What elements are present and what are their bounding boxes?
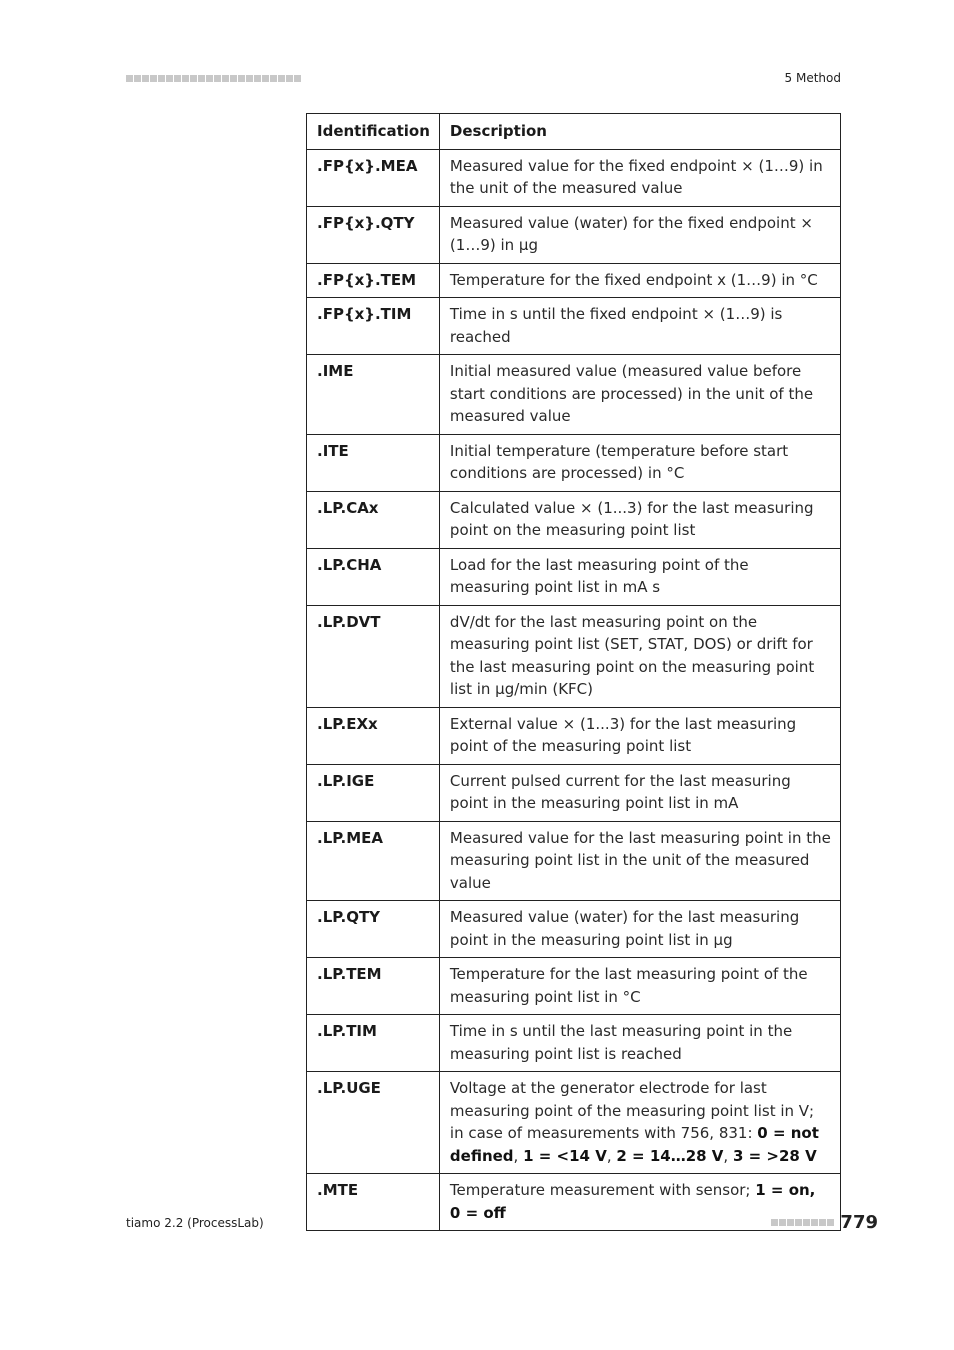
table-row <box>307 149 841 206</box>
description-cell <box>439 149 840 206</box>
decoration-dot <box>174 75 181 82</box>
description-text: Calculated value × (1...3) for the last measuring point on the measuring point list <box>449 498 814 539</box>
table-row <box>307 707 841 764</box>
description-text: Initial temperature (temperature before start conditions are processed) in °C <box>449 441 789 482</box>
decoration-dot <box>795 1219 802 1226</box>
description-cell <box>439 206 840 263</box>
table-row <box>307 1072 841 1174</box>
decoration-dot <box>827 1219 834 1226</box>
identification-cell: .FP{x}.MEA <box>307 149 440 206</box>
identification-cell: .ITE <box>307 434 440 491</box>
description-bold-text: 1 = <14 V <box>523 1146 607 1165</box>
decoration-dot <box>150 75 157 82</box>
description-cell <box>439 707 840 764</box>
decoration-dot <box>246 75 253 82</box>
identification-cell: .LP.DVT <box>307 605 440 707</box>
description-text: , <box>606 1146 617 1165</box>
identification-cell: .LP.UGE <box>307 1072 440 1174</box>
decoration-dot <box>270 75 277 82</box>
decoration-dot <box>214 75 221 82</box>
description-cell <box>439 821 840 901</box>
description-text: Time in s until the fixed endpoint × (1…9) is reached <box>449 305 783 346</box>
description-bold-text: 1 = on, 0 = off <box>449 1181 816 1222</box>
identification-cell: .LP.QTY <box>307 901 440 958</box>
description-cell <box>439 298 840 355</box>
footer-page-marker <box>771 1212 878 1233</box>
table-header-row <box>307 114 841 150</box>
footer-product-name: tiamo 2.2 (ProcessLab) <box>126 1216 264 1230</box>
identification-cell: .LP.MEA <box>307 821 440 901</box>
table-row <box>307 1174 841 1231</box>
decoration-dot <box>779 1219 786 1226</box>
table-body <box>307 149 841 1231</box>
description-cell <box>439 605 840 707</box>
page-number: 779 <box>840 1212 878 1233</box>
description-text: Temperature for the last measuring point of the measuring point list in °C <box>449 965 808 1006</box>
decoration-dot <box>771 1219 778 1226</box>
running-header-section: 5 Method <box>784 71 841 85</box>
description-text: Time in s until the last measuring point in the measuring point list is reached <box>449 1022 793 1063</box>
decoration-dot <box>166 75 173 82</box>
identification-cell: .FP{x}.TIM <box>307 298 440 355</box>
table-row <box>307 263 841 298</box>
identification-cell: .LP.TEM <box>307 958 440 1015</box>
decoration-dot <box>190 75 197 82</box>
description-bold-text: 3 = >28 V <box>732 1146 817 1165</box>
table-row <box>307 764 841 821</box>
description-text: Measured value for the last measuring point in the measuring point list in the unit of the measured value <box>449 828 831 892</box>
decoration-dot <box>182 75 189 82</box>
column-header-identification: Identification <box>307 114 440 150</box>
identification-cell: .MTE <box>307 1174 440 1231</box>
decoration-dot <box>238 75 245 82</box>
description-cell <box>439 355 840 435</box>
decoration-dot <box>198 75 205 82</box>
description-text: , <box>513 1146 524 1165</box>
description-bold-text: 2 = 14…28 V <box>616 1146 724 1165</box>
table-row <box>307 1015 841 1072</box>
header-decoration-dots <box>126 75 301 82</box>
description-text: Load for the last measuring point of the measuring point list in mA s <box>449 555 749 596</box>
description-text: External value × (1...3) for the last measuring point of the measuring point list <box>449 714 797 755</box>
description-cell <box>439 901 840 958</box>
decoration-dot <box>803 1219 810 1226</box>
description-text: Temperature measurement with sensor; <box>449 1181 756 1199</box>
description-text: Measured value (water) for the fixed endpoint × (1…9) in µg <box>449 213 813 254</box>
description-cell <box>439 1015 840 1072</box>
table-row <box>307 605 841 707</box>
description-text: Initial measured value (measured value before start conditions are processed) in the unit of the measured value <box>449 362 814 425</box>
decoration-dot <box>787 1219 794 1226</box>
decoration-dot <box>158 75 165 82</box>
decoration-dot <box>222 75 229 82</box>
decoration-dot <box>819 1219 826 1226</box>
table-row <box>307 821 841 901</box>
decoration-dot <box>254 75 261 82</box>
identification-cell: .LP.IGE <box>307 764 440 821</box>
description-cell <box>439 263 840 298</box>
description-bold-text: 0 = not defined <box>449 1124 819 1165</box>
description-cell <box>439 548 840 605</box>
identification-cell: .LP.CAx <box>307 491 440 548</box>
decoration-dot <box>278 75 285 82</box>
table-row <box>307 355 841 435</box>
description-cell <box>439 434 840 491</box>
description-text: , <box>723 1146 733 1165</box>
description-cell <box>439 491 840 548</box>
decoration-dot <box>294 75 301 82</box>
decoration-dot <box>286 75 293 82</box>
table-row <box>307 434 841 491</box>
description-cell <box>439 958 840 1015</box>
table-row <box>307 901 841 958</box>
decoration-dot <box>262 75 269 82</box>
table-row <box>307 298 841 355</box>
decoration-dot <box>142 75 149 82</box>
description-cell <box>439 1072 840 1174</box>
decoration-dot <box>811 1219 818 1226</box>
identification-cell: .LP.CHA <box>307 548 440 605</box>
identification-cell: .IME <box>307 355 440 435</box>
description-text: Current pulsed current for the last measuring point in the measuring point list in mA <box>449 771 791 812</box>
table-row <box>307 548 841 605</box>
description-text: Temperature for the fixed endpoint x (1…9) in °C <box>449 270 818 289</box>
description-text: Voltage at the generator electrode for last measuring point of the measuring point list in V; in case of measurements with 756, 831: <box>449 1079 815 1142</box>
decoration-dot <box>126 75 133 82</box>
decoration-dot <box>230 75 237 82</box>
table-row <box>307 958 841 1015</box>
decoration-dot <box>206 75 213 82</box>
identification-cell: .FP{x}.QTY <box>307 206 440 263</box>
footer-decoration-dots <box>771 1219 834 1226</box>
description-text: Measured value for the fixed endpoint × (1…9) in the unit of the measured value <box>449 156 823 197</box>
column-header-description: Description <box>439 114 840 150</box>
identification-cell: .FP{x}.TEM <box>307 263 440 298</box>
identification-table <box>306 113 841 1231</box>
table-row <box>307 206 841 263</box>
identification-cell: .LP.TIM <box>307 1015 440 1072</box>
identification-cell: .LP.EXx <box>307 707 440 764</box>
description-cell <box>439 764 840 821</box>
description-text: Measured value (water) for the last measuring point in the measuring point list in µg <box>449 908 800 949</box>
decoration-dot <box>134 75 141 82</box>
description-text: dV/dt for the last measuring point on the measuring point list (SET, STAT, DOS) or drift for the last measuring point on the measuring point list in µg/min (KFC) <box>449 612 815 698</box>
table-row <box>307 491 841 548</box>
